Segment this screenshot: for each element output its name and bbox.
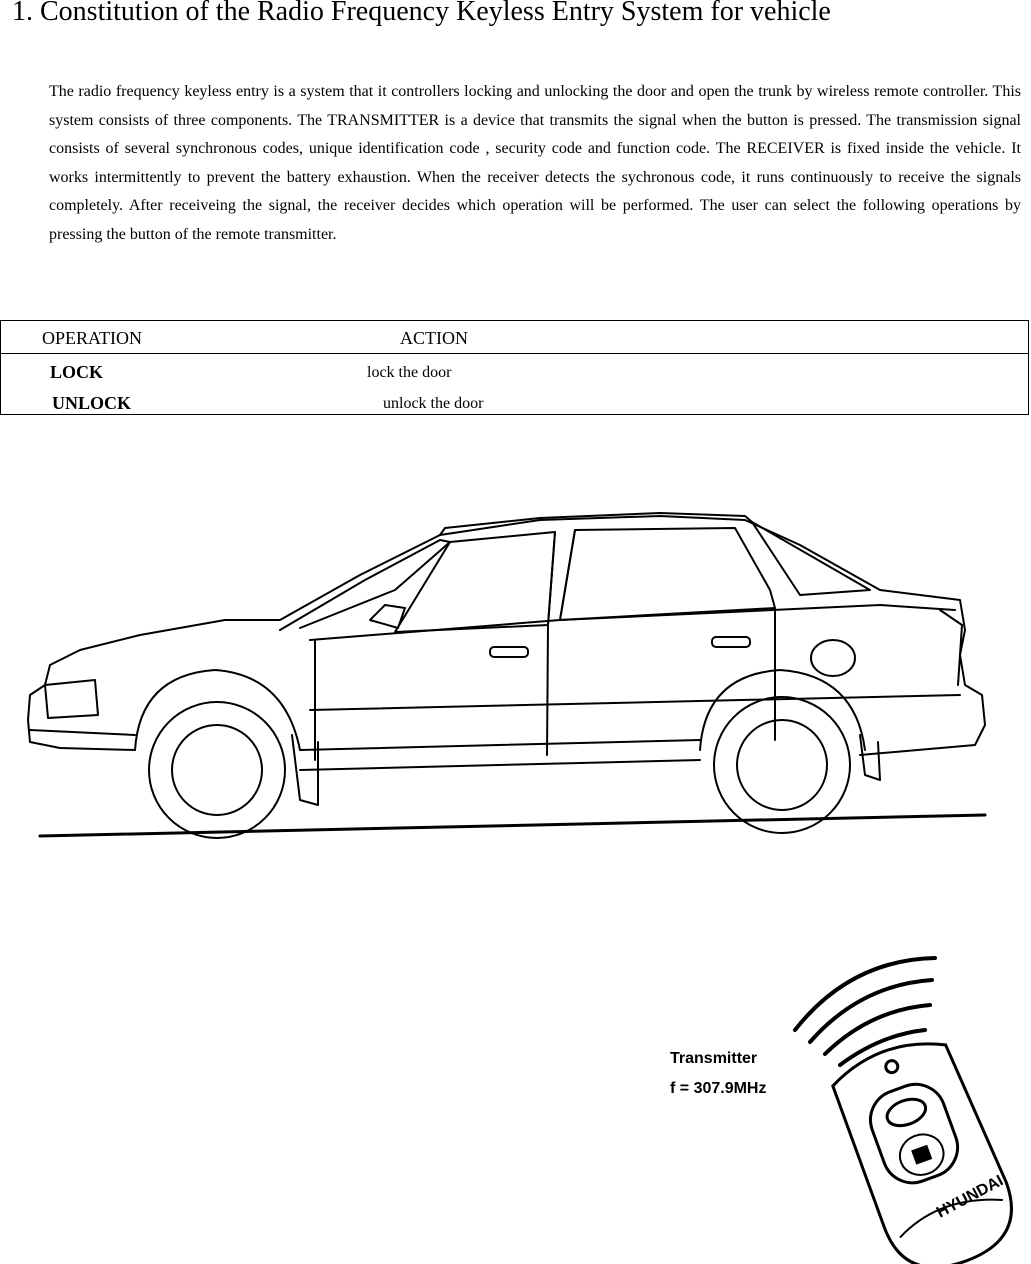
signal-wave-icon	[795, 958, 935, 1030]
header-action: ACTION	[400, 328, 468, 348]
operation-unlock: UNLOCK	[52, 393, 132, 413]
action-lock: lock the door	[367, 364, 452, 381]
operations-table	[0, 320, 1029, 415]
signal-wave-icon	[840, 1030, 925, 1065]
car-illustration	[0, 480, 1031, 860]
key-fob-icon	[828, 1027, 1027, 1264]
brand-text: HYUNDAI	[933, 1172, 1007, 1222]
table-header-row	[1, 321, 1028, 354]
operation-lock: LOCK	[50, 362, 104, 382]
frequency-label: f = 307.9MHz	[670, 1080, 767, 1097]
action-unlock: unlock the door	[383, 395, 484, 412]
section-heading: 1. Constitution of the Radio Frequency Keyless Entry System for vehicle	[12, 0, 831, 27]
transmitter-illustration	[660, 950, 1031, 1264]
transmitter-label: Transmitter	[670, 1050, 758, 1067]
description-paragraph: The radio frequency keyless entry is a system that it controllers locking and unlocking the door and open the trunk by wireless remote controller. This system consists of three components. The TRANSMITTER is a device that transmits the signal when the button is pressed. The transmission signal consists of several synchronous codes, unique identification code , security code and function code. The RECEIVER is fixed inside the vehicle. It works intermittently to prevent the battery exhaustion. When the receiver detects the sychronous code, it runs continuously to receive the signals completely. After receiveing the signal, the receiver decides which operation will be performed. The user can select the following operations by pressing the button of the remote transmitter.	[49, 83, 1021, 243]
header-operation: OPERATION	[42, 328, 143, 348]
